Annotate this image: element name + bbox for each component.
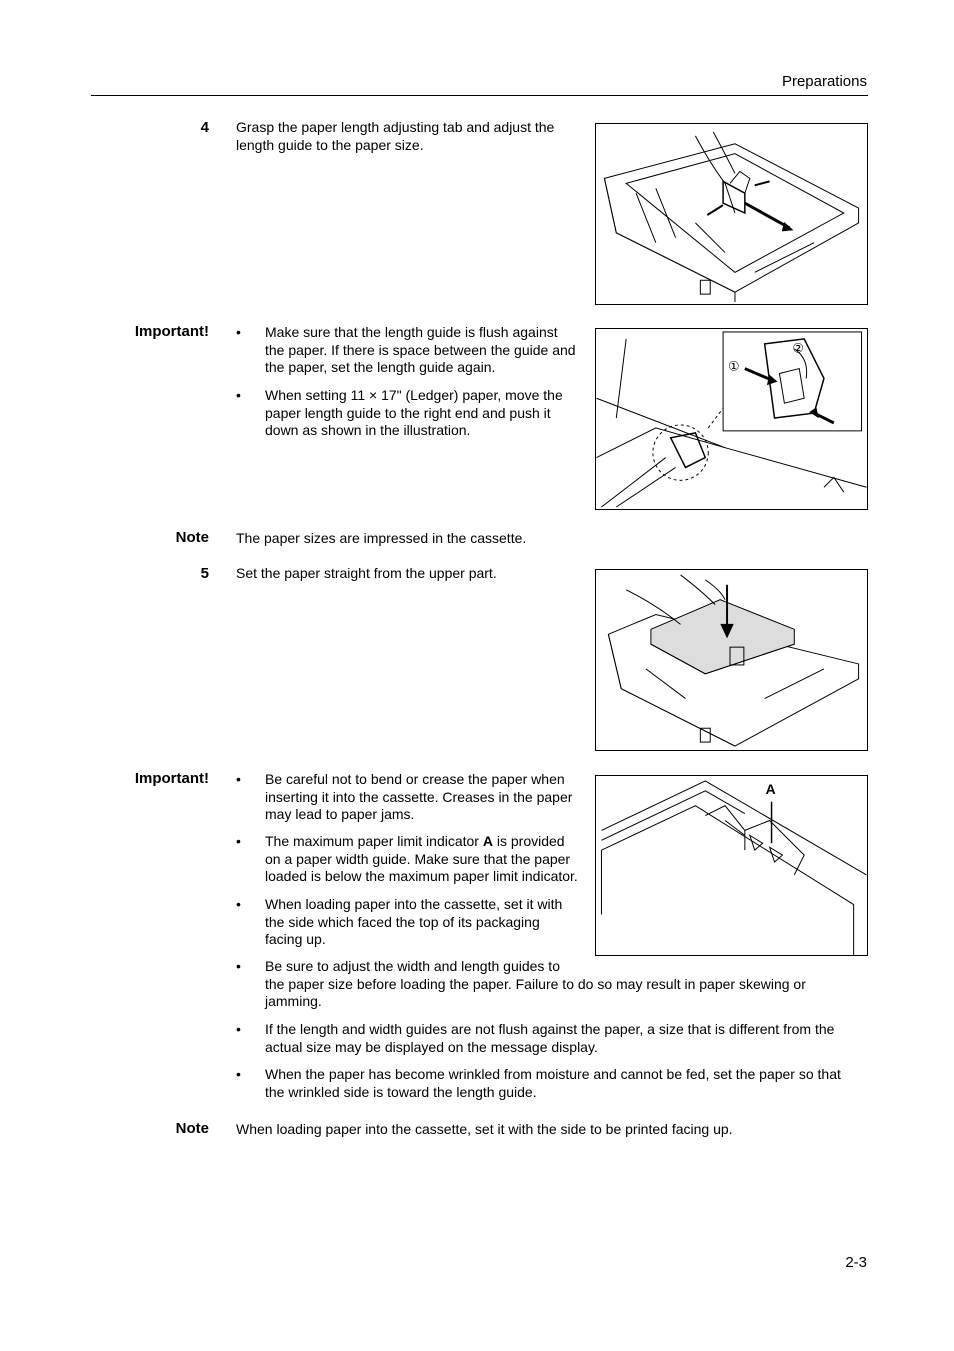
text-line: jamming. — [265, 993, 322, 1009]
text-fragment: is provided — [492, 833, 565, 849]
text-line: down as shown in the illustration. — [265, 422, 471, 438]
figure-max-paper-limit — [595, 775, 868, 956]
important-1-label: Important! — [134, 323, 209, 340]
bullet: • — [236, 387, 241, 403]
page-number: 2-3 — [845, 1254, 867, 1271]
text-line: loaded is below the maximum paper limit indicator. — [265, 868, 578, 884]
indicator-a-label: A — [765, 780, 776, 797]
text-line — [265, 833, 595, 851]
figure-length-guide-adjust — [595, 123, 868, 305]
header-title: Preparations — [781, 73, 867, 90]
text-line: inserting it into the cassette. Creases in the paper — [265, 788, 573, 805]
text-line: Be sure to adjust the width and length guides to — [265, 958, 560, 974]
header-divider — [91, 95, 868, 96]
figure-set-paper — [595, 569, 868, 751]
bullet: • — [236, 1021, 241, 1037]
text-line: may lead to paper jams. — [265, 806, 415, 822]
step-4-number: 4 — [200, 119, 209, 136]
step-4-line-2: length guide to the paper size. — [236, 136, 424, 153]
text-line: facing up. — [265, 931, 326, 947]
bullet: • — [236, 833, 241, 849]
text-line: the wrinkled side is toward the length guide. — [265, 1083, 537, 1100]
bullet: • — [236, 771, 241, 787]
text-fragment: The maximum paper limit indicator — [265, 833, 483, 849]
text-line: When loading paper into the cassette, set it with — [265, 896, 563, 912]
text-line: the side which faced the top of its packaging — [265, 913, 540, 930]
text-line: If the length and width guides are not flush against the paper, a size that is different from the — [265, 1021, 835, 1037]
text-line: the paper size before loading the paper. Failure to do so may result in paper skewing or — [265, 975, 806, 992]
text-line: paper length guide to the right end and push it — [265, 404, 551, 421]
indicator-label: A — [482, 833, 493, 849]
text-line: When setting 11 × 17" (Ledger) paper, move the — [265, 387, 563, 403]
bullet: • — [236, 1066, 241, 1082]
text-line: the paper. If there is space between the guide and — [265, 341, 576, 358]
callout-2: ② — [792, 341, 804, 357]
step-4-line-1: Grasp the paper length adjusting tab and adjust the — [236, 119, 555, 135]
figure-ledger-guide — [595, 328, 868, 510]
text-line: When the paper has become wrinkled from moisture and cannot be fed, set the paper so that — [265, 1066, 841, 1082]
text-line: on a paper width guide. Make sure that the paper — [265, 850, 571, 867]
text-line: actual size may be displayed on the message display. — [265, 1038, 598, 1055]
callout-1: ① — [728, 359, 740, 375]
note-1-label: Note — [175, 529, 209, 546]
text-line: Make sure that the length guide is flush against — [265, 324, 558, 340]
step-5-number: 5 — [200, 565, 209, 582]
bullet: • — [236, 324, 241, 340]
note-2-label: Note — [175, 1120, 209, 1137]
bullet: • — [236, 896, 241, 912]
step-5-text: Set the paper straight from the upper part. — [236, 565, 497, 581]
important-2-label: Important! — [134, 770, 209, 787]
bullet: • — [236, 958, 241, 974]
text-line: Be careful not to bend or crease the paper when — [265, 771, 565, 787]
note-2-text: When loading paper into the cassette, set it with the side to be printed facing up. — [236, 1121, 733, 1137]
step-4-text — [236, 119, 554, 154]
text-line: the paper, set the length guide again. — [265, 359, 496, 375]
note-1-text: The paper sizes are impressed in the cassette. — [236, 530, 527, 546]
